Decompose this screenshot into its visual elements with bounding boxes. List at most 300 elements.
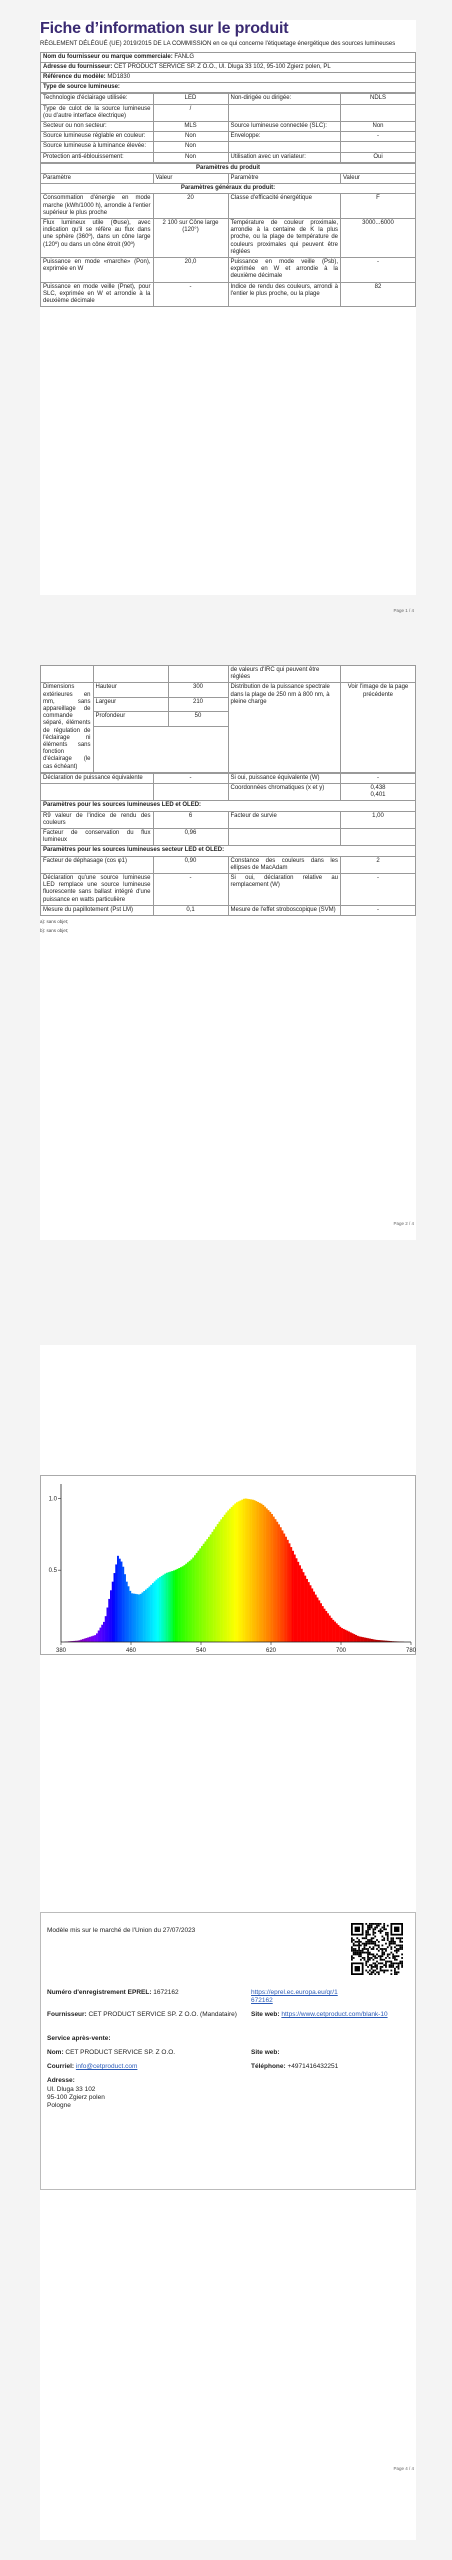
spectrum-bar bbox=[196, 1553, 198, 1642]
spectrum-bar bbox=[234, 1504, 236, 1642]
spectrum-bar bbox=[119, 1559, 121, 1642]
cri-continuation: de valeurs d'IRC qui peuvent être réglées bbox=[228, 666, 341, 683]
spectrum-bar bbox=[292, 1551, 294, 1642]
x-tick-label: 540 bbox=[195, 1648, 207, 1654]
spectrum-bar bbox=[126, 1582, 128, 1642]
spectrum-bar bbox=[100, 1628, 102, 1642]
table-row bbox=[41, 784, 416, 801]
column-header: Valeur bbox=[341, 173, 416, 183]
spectrum-bar bbox=[140, 1594, 142, 1642]
dim-height-value: 300 bbox=[168, 683, 228, 697]
spectrum-bar bbox=[259, 1503, 261, 1642]
led-params-header: Paramètres pour les sources lumineuses LED et OLED: bbox=[41, 801, 416, 811]
type-row-5-cell-0: Protection anti-éblouissement: bbox=[41, 152, 154, 162]
spectrum-bar bbox=[203, 1544, 205, 1642]
spectrum-bar bbox=[94, 1635, 96, 1642]
spectrum-chart bbox=[40, 1475, 416, 1655]
spectrum-bar bbox=[306, 1579, 308, 1642]
spectrum-bar bbox=[341, 1628, 343, 1642]
table-row bbox=[41, 104, 416, 121]
spectrum-bar bbox=[84, 1639, 86, 1642]
type-row-2-cell-1: MLS bbox=[153, 121, 228, 131]
spectrum-bar bbox=[117, 1556, 119, 1642]
param-row-3-cell-1: - bbox=[153, 282, 228, 307]
spectrum-bar bbox=[283, 1534, 285, 1642]
spectrum-bar bbox=[247, 1499, 249, 1642]
page-1 bbox=[40, 20, 416, 613]
param-row-0-cell-2: Classe d'efficacité énergétique bbox=[228, 194, 341, 219]
mains-row-2-cell-2: Mesure de l'effet stroboscopique (SVM) bbox=[228, 905, 341, 915]
spectrum-bar bbox=[273, 1517, 275, 1642]
type-row-4-cell-1: Non bbox=[153, 142, 228, 152]
spectrum-bar bbox=[353, 1634, 355, 1642]
spectrum-bar bbox=[346, 1631, 348, 1642]
eprel-link[interactable]: https://eprel.ec.europa.eu/qr/1672162 bbox=[251, 1989, 338, 2004]
type-row-2-cell-2: Source lumineuse connectée (SLC): bbox=[228, 121, 341, 131]
type-row-0-cell-3: NDLS bbox=[341, 94, 416, 104]
site-link[interactable]: https://www.cetproduct.com/blank-10 bbox=[281, 2011, 388, 2018]
spectrum-bar bbox=[289, 1543, 291, 1642]
spectrum-bar bbox=[264, 1507, 266, 1642]
type-row-1-cell-2 bbox=[228, 104, 341, 121]
spectrum-bar bbox=[299, 1565, 301, 1642]
spectrum-bar bbox=[266, 1508, 268, 1642]
spectrum-bar bbox=[220, 1519, 222, 1642]
spectrum-bar bbox=[366, 1638, 368, 1642]
spectrum-bar bbox=[359, 1636, 361, 1642]
after-sales-label: Service après-vente: bbox=[47, 2035, 111, 2042]
spectrum-bar bbox=[170, 1572, 172, 1642]
x-tick-label: 460 bbox=[125, 1648, 137, 1654]
page-3 bbox=[40, 1345, 416, 1920]
type-row-5-cell-2: Utilisation avec un variateur: bbox=[228, 152, 341, 162]
spectrum-bar bbox=[224, 1515, 226, 1642]
spectrum-bar bbox=[308, 1582, 310, 1642]
spectrum-bar bbox=[245, 1499, 247, 1642]
led-row-0-cell-2: Facteur de survie bbox=[228, 811, 341, 828]
regulation-text: RÈGLEMENT DÉLÉGUÉ (UE) 2019/2015 DE LA COMMISSION en ce qui concerne l'étiquetage énergétique des sources lumineuses bbox=[40, 41, 396, 47]
spectrum-bar bbox=[163, 1575, 165, 1642]
spectrum-bar bbox=[187, 1562, 189, 1642]
page-title: Fiche d’information sur le produit bbox=[40, 20, 289, 37]
param-row-1-cell-2: Température de couleur proximale, arrondie à la centaine de K la plus proche, ou la plage de température de couleurs proximales qui peuvent être réglées bbox=[228, 218, 341, 257]
param-row-1-cell-0: Flux lumineux utile (Φuse), avec indication qu'il se réfère au flux dans une sphère (360º), dans un cône large (120º) ou dans un cône étroit (90º) bbox=[41, 218, 154, 257]
phone-label: Téléphone: bbox=[251, 2063, 286, 2070]
spectrum-bar bbox=[168, 1572, 170, 1642]
type-row-0-cell-0: Technologie d'éclairage utilisée: bbox=[41, 94, 154, 104]
x-tick-label: 620 bbox=[265, 1648, 277, 1654]
spectrum-bar bbox=[250, 1499, 252, 1642]
model-label: Référence du modèle: bbox=[43, 73, 106, 80]
spectrum-bar bbox=[317, 1597, 319, 1642]
spectrum-bar bbox=[110, 1590, 112, 1642]
spectrum-bar bbox=[107, 1608, 109, 1642]
spectrum-bar bbox=[355, 1635, 357, 1642]
equiv-row-0-cell-3: - bbox=[341, 773, 416, 783]
spectrum-bar bbox=[101, 1625, 103, 1642]
spectrum-bar bbox=[154, 1581, 156, 1642]
footnote-a: a): sans objet; bbox=[40, 919, 69, 925]
page-number: Page 2 / 4 bbox=[393, 1221, 414, 1226]
param-row-3-cell-2: Indice de rendu des couleurs, arrondi à l'entier le plus proche, ou la plage bbox=[228, 282, 341, 307]
spectrum-bar bbox=[310, 1585, 312, 1642]
spectrum-bar bbox=[269, 1512, 271, 1642]
spectrum-bar bbox=[282, 1530, 284, 1642]
spectrum-bar bbox=[96, 1633, 98, 1642]
led-row-1-cell-3 bbox=[341, 829, 416, 846]
type-row-3-cell-0: Source lumineuse réglable en couleur: bbox=[41, 132, 154, 142]
general-params-header: Paramètres généraux du produit: bbox=[41, 184, 416, 194]
spectrum-bar bbox=[338, 1625, 340, 1642]
spectrum-bar bbox=[348, 1632, 350, 1642]
spectrum-bar bbox=[287, 1540, 289, 1642]
spectrum-bar bbox=[343, 1629, 345, 1642]
page-2 bbox=[40, 665, 416, 1240]
spd-value: Voir l'image de la page précédente bbox=[341, 683, 416, 772]
spectrum-bar bbox=[152, 1583, 154, 1642]
mains-row-2-cell-1: 0,1 bbox=[153, 905, 228, 915]
param-row-1-cell-3: 3000...6000 bbox=[341, 218, 416, 257]
spectrum-bar bbox=[105, 1616, 107, 1642]
site2-label: Site web: bbox=[251, 2049, 280, 2056]
spectrum-bar bbox=[156, 1580, 158, 1642]
spectrum-bar bbox=[243, 1499, 245, 1642]
dim-depth-value: 50 bbox=[168, 712, 228, 727]
spectrum-bar bbox=[331, 1618, 333, 1642]
table-row bbox=[41, 218, 416, 257]
spectrum-bar bbox=[192, 1558, 194, 1642]
spectrum-bar bbox=[194, 1555, 196, 1642]
spectrum-bar bbox=[89, 1637, 91, 1642]
spectrum-bar bbox=[364, 1638, 366, 1642]
type-row-3-cell-3: - bbox=[341, 132, 416, 142]
qr-code-icon bbox=[351, 1923, 403, 1975]
equiv-row-1-cell-0 bbox=[41, 784, 154, 801]
spectrum-bar bbox=[285, 1537, 287, 1642]
spectrum-bar bbox=[231, 1507, 233, 1642]
type-row-2-cell-0: Secteur ou non secteur: bbox=[41, 121, 154, 131]
spectrum-bar bbox=[262, 1505, 264, 1642]
type-row-1-cell-3 bbox=[341, 104, 416, 121]
spectrum-bar bbox=[294, 1555, 296, 1642]
param-row-2-cell-2: Puissance en mode veille (Psb), exprimée en W et arrondie à la deuxième décimale bbox=[228, 257, 341, 282]
equiv-row-1-cell-1 bbox=[153, 784, 228, 801]
y-tick-label: 0.5 bbox=[48, 1568, 57, 1575]
spectrum-bar bbox=[164, 1574, 166, 1642]
spectrum-bar bbox=[178, 1568, 180, 1642]
type-row-3-cell-1: Non bbox=[153, 132, 228, 142]
spectrum-bar bbox=[205, 1541, 207, 1642]
spectrum-bar bbox=[252, 1500, 254, 1642]
supplier-value: CET PRODUCT SERVICE SP. Z O.O. (Mandataire) bbox=[88, 2011, 237, 2018]
spectrum-bar bbox=[93, 1636, 95, 1642]
column-headers bbox=[41, 173, 416, 183]
spectrum-bar bbox=[201, 1546, 203, 1642]
dim-width-label: Largeur bbox=[93, 697, 168, 711]
spd-label: Distribution de la puissance spectrale dans la plage de 250 nm à 800 nm, à pleine charge bbox=[228, 683, 341, 772]
table-row bbox=[41, 152, 416, 162]
spectrum-bar bbox=[173, 1570, 175, 1642]
mains-row-0-cell-2: Constance des couleurs dans les ellipses de MacAdam bbox=[228, 856, 341, 873]
param-row-2-cell-0: Puissance en mode «marche» (Pon), exprimée en W bbox=[41, 257, 154, 282]
market-date: Modèle mis sur le marché de l'Union du 27/07/2023 bbox=[47, 1927, 196, 1934]
supplier-table bbox=[40, 52, 416, 94]
dim-height-label: Hauteur bbox=[93, 683, 168, 697]
params-table-p1 bbox=[40, 163, 416, 307]
spectrum-bar bbox=[280, 1527, 282, 1642]
spectrum-bar bbox=[198, 1551, 200, 1642]
equiv-row-0-cell-2: Si oui, puissance équivalente (W) bbox=[228, 773, 341, 783]
eprel-label: Numéro d'enregistrement EPREL: bbox=[47, 1989, 152, 1996]
spectrum-bar bbox=[303, 1572, 305, 1642]
spectrum-bar bbox=[82, 1639, 84, 1642]
mains-row-1-cell-0: Déclaration qu'une source lumineuse LED remplace une source lumineuse fluorescente sans ballast intégré d'une puissance en watts particulière bbox=[41, 874, 154, 906]
spectrum-bar bbox=[159, 1577, 161, 1642]
model-value: MD1830 bbox=[107, 73, 131, 80]
spectrum-bar bbox=[227, 1510, 229, 1642]
table-row bbox=[41, 121, 416, 131]
type-row-0-cell-2: Non-dirigée ou dirigée: bbox=[228, 94, 341, 104]
site-label: Site web: bbox=[251, 2011, 280, 2018]
mains-row-0-cell-3: 2 bbox=[341, 856, 416, 873]
table-row bbox=[41, 905, 416, 915]
spectrum-bar bbox=[131, 1593, 133, 1642]
spectrum-bar bbox=[311, 1588, 313, 1642]
led-row-0-cell-3: 1,00 bbox=[341, 811, 416, 828]
dim-width-value: 210 bbox=[168, 697, 228, 711]
spectrum-bar bbox=[150, 1585, 152, 1642]
mains-row-1-cell-2: Si oui, déclaration relative au remplacement (W) bbox=[228, 874, 341, 906]
spectrum-bar bbox=[115, 1564, 117, 1642]
mains-row-0-cell-1: 0,90 bbox=[153, 856, 228, 873]
spectrum-bar bbox=[261, 1504, 263, 1642]
mains-row-2-cell-3: - bbox=[341, 905, 416, 915]
type-row-4-cell-0: Source lumineuse à luminance élevée: bbox=[41, 142, 154, 152]
supplier-name-value: FANLG bbox=[174, 53, 195, 60]
spectrum-bar bbox=[360, 1637, 362, 1642]
spectrum-bar bbox=[367, 1638, 369, 1642]
type-section-header: Type de source lumineuse: bbox=[41, 83, 416, 93]
table-row bbox=[41, 874, 416, 906]
spectrum-bar bbox=[206, 1539, 208, 1642]
equiv-row-0-cell-1: - bbox=[153, 773, 228, 783]
spectrum-bar bbox=[345, 1630, 347, 1642]
column-header: Paramètre bbox=[41, 173, 154, 183]
table-row bbox=[41, 142, 416, 152]
supplier-label: Fournisseur: bbox=[47, 2011, 87, 2018]
y-tick-label: 1.0 bbox=[48, 1496, 57, 1503]
spectrum-bar bbox=[142, 1592, 144, 1642]
column-header: Valeur bbox=[153, 173, 228, 183]
page-number: Page 4 / 4 bbox=[393, 2466, 414, 2471]
param-row-0-cell-0: Consommation d'énergie en mode marche (kWh/1000 h), arrondie à l'entier supérieur le plus proche bbox=[41, 194, 154, 219]
params-table-p2 bbox=[40, 665, 416, 773]
eprel-value: 1672162 bbox=[153, 1989, 179, 1996]
spectrum-bar bbox=[271, 1514, 273, 1642]
spectrum-bar bbox=[313, 1592, 315, 1642]
spectrum-bar bbox=[238, 1501, 240, 1642]
spectrum-bar bbox=[254, 1500, 256, 1642]
spectrum-bar bbox=[322, 1606, 324, 1642]
spectrum-bar bbox=[157, 1578, 159, 1642]
spectrum-bar bbox=[199, 1548, 201, 1642]
email-link[interactable]: info@cetproduct.com bbox=[75, 2063, 138, 2070]
name-value: CET PRODUCT SERVICE SP. Z O.O. bbox=[65, 2049, 176, 2056]
spectrum-bar bbox=[213, 1529, 215, 1642]
param-row-3-cell-3: 82 bbox=[341, 282, 416, 307]
table-row bbox=[41, 132, 416, 142]
spectrum-bar bbox=[112, 1582, 114, 1642]
spectrum-bar bbox=[301, 1569, 303, 1642]
spectrum-bar bbox=[357, 1636, 359, 1642]
spectrum-bar bbox=[180, 1567, 182, 1642]
spectrum-bar bbox=[219, 1522, 221, 1642]
dimensions-label: Dimensions extérieures en mm, sans appareillage de commande séparé, éléments de régulation de l'éclairage ni éléments sans fonction d'éclairage (le cas échéant) bbox=[41, 683, 94, 772]
spectrum-bar bbox=[135, 1594, 137, 1642]
spectrum-bar bbox=[182, 1566, 184, 1642]
address-line-3: Pologne bbox=[47, 2102, 71, 2109]
address-label: Adresse: bbox=[47, 2077, 75, 2084]
spectrum-bar bbox=[185, 1564, 187, 1642]
page-number: Page 1 / 4 bbox=[393, 608, 414, 613]
param-row-2-cell-1: 20,0 bbox=[153, 257, 228, 282]
spectrum-bar bbox=[336, 1623, 338, 1642]
spectrum-bar bbox=[297, 1562, 299, 1642]
phone-value: +4971416432251 bbox=[287, 2063, 339, 2070]
spectrum-bar bbox=[339, 1627, 341, 1642]
spectrum-bar bbox=[324, 1609, 326, 1642]
x-tick-label: 780 bbox=[405, 1648, 417, 1654]
dim-depth-label: Profondeur bbox=[93, 712, 168, 727]
spectrum-bar bbox=[136, 1594, 138, 1642]
spectrum-bar bbox=[145, 1590, 147, 1642]
address-line-2: 95-100 Zgierz polen bbox=[47, 2094, 105, 2101]
spectrum-bar bbox=[275, 1519, 277, 1642]
spectrum-bar bbox=[296, 1558, 298, 1642]
spectrum-bar bbox=[175, 1570, 177, 1642]
mains-params-header: Paramètres pour les sources lumineuses secteur LED et OLED: bbox=[41, 846, 416, 856]
supplier-address-value: CET PRODUCT SERVICE SP. Z O.O., Ul. Dluga 33 102, 95-100 Zgierz polen, PL bbox=[114, 63, 331, 70]
table-row bbox=[41, 282, 416, 307]
spectrum-bar bbox=[138, 1594, 140, 1642]
spectrum-bar bbox=[128, 1586, 130, 1642]
spectrum-bar bbox=[121, 1562, 123, 1642]
spectrum-bar bbox=[184, 1565, 186, 1642]
table-row bbox=[41, 773, 416, 783]
type-table bbox=[40, 93, 416, 162]
spectrum-bar bbox=[240, 1501, 242, 1642]
spectrum-bar bbox=[229, 1509, 231, 1642]
contact-box bbox=[40, 1912, 416, 2190]
type-row-5-cell-3: Oui bbox=[341, 152, 416, 162]
spectrum-bar bbox=[217, 1524, 219, 1642]
spectrum-bar bbox=[255, 1501, 257, 1642]
led-row-1-cell-1: 0,96 bbox=[153, 829, 228, 846]
supplier-address-label: Adresse du fournisseur: bbox=[43, 63, 113, 70]
spectrum-bar bbox=[191, 1559, 193, 1642]
spectrum-bar bbox=[362, 1637, 364, 1642]
spectrum-bar bbox=[212, 1532, 214, 1642]
spectrum-bar bbox=[276, 1522, 278, 1642]
table-row bbox=[41, 829, 416, 846]
spectrum-bar bbox=[318, 1600, 320, 1642]
table-row bbox=[41, 257, 416, 282]
mains-row-1-cell-3: - bbox=[341, 874, 416, 906]
spectrum-bar bbox=[86, 1638, 88, 1642]
type-row-3-cell-2: Enveloppe: bbox=[228, 132, 341, 142]
spectrum-bar bbox=[143, 1591, 145, 1642]
spectrum-bar bbox=[177, 1569, 179, 1642]
address-line-1: Ul. Dluga 33 102 bbox=[47, 2086, 96, 2093]
supplier-name-label: Nom du fournisseur ou marque commerciale: bbox=[43, 53, 173, 60]
spectrum-bar bbox=[108, 1599, 110, 1642]
spectrum-bar bbox=[325, 1611, 327, 1642]
spectrum-bar bbox=[304, 1576, 306, 1642]
table-row bbox=[41, 94, 416, 104]
spectrum-bar bbox=[332, 1620, 334, 1642]
led-row-0-cell-1: 6 bbox=[153, 811, 228, 828]
table-row bbox=[41, 194, 416, 219]
page-4 bbox=[40, 1900, 416, 2540]
spectrum-bar bbox=[98, 1631, 100, 1642]
equiv-row-1-cell-2: Coordonnées chromatiques (x et y) bbox=[228, 784, 341, 801]
spectrum-bar bbox=[241, 1500, 243, 1642]
param-row-3-cell-0: Puissance en mode veille (Pnet), pour SLC, exprimée en W et arrondie à la deuxième décimale bbox=[41, 282, 154, 307]
spectrum-bar bbox=[329, 1616, 331, 1642]
spectrum-bar bbox=[147, 1588, 149, 1642]
spectrum-bar bbox=[334, 1622, 336, 1642]
spectrum-bar bbox=[114, 1573, 116, 1642]
params-table-p2b bbox=[40, 773, 416, 916]
spectrum-bar bbox=[226, 1512, 228, 1642]
spectrum-bar bbox=[320, 1603, 322, 1642]
param-row-2-cell-3: - bbox=[341, 257, 416, 282]
spectrum-bar bbox=[215, 1527, 217, 1642]
led-row-1-cell-0: Facteur de conservation du flux lumineux bbox=[41, 829, 154, 846]
spectrum-bar bbox=[371, 1639, 373, 1642]
column-header: Paramètre bbox=[228, 173, 341, 183]
type-row-0-cell-1: LED bbox=[153, 94, 228, 104]
spectrum-bar bbox=[352, 1633, 354, 1642]
x-tick-label: 700 bbox=[335, 1648, 347, 1654]
led-row-1-cell-2 bbox=[228, 829, 341, 846]
equiv-row-1-cell-3: 0,438 0,401 bbox=[341, 784, 416, 801]
x-tick-label: 380 bbox=[55, 1648, 67, 1654]
email-label: Courriel: bbox=[47, 2063, 75, 2070]
table-row bbox=[41, 811, 416, 828]
spectrum-bar bbox=[290, 1547, 292, 1642]
led-row-0-cell-0: R9 valeur de l'indice de rendu des couleurs bbox=[41, 811, 154, 828]
mains-row-1-cell-1: - bbox=[153, 874, 228, 906]
spectrum-bar bbox=[189, 1561, 191, 1642]
spectrum-bar bbox=[222, 1517, 224, 1642]
spectrum-bar bbox=[268, 1510, 270, 1642]
spectrum-bar bbox=[149, 1587, 151, 1642]
param-row-0-cell-3: F bbox=[341, 194, 416, 219]
type-row-4-cell-2 bbox=[228, 142, 341, 152]
type-row-4-cell-3 bbox=[341, 142, 416, 152]
spectrum-bar bbox=[171, 1571, 173, 1642]
type-row-1-cell-1: / bbox=[153, 104, 228, 121]
table-row bbox=[41, 856, 416, 873]
spectrum-bar bbox=[233, 1505, 235, 1642]
mains-row-2-cell-0: Mesure du papillotement (Pst LM) bbox=[41, 905, 154, 915]
spectrum-bar bbox=[161, 1576, 163, 1642]
spectrum-bar bbox=[122, 1567, 124, 1642]
spectrum-bar bbox=[315, 1595, 317, 1642]
spectrum-bar bbox=[373, 1639, 375, 1642]
spectrum-bar bbox=[208, 1537, 210, 1642]
